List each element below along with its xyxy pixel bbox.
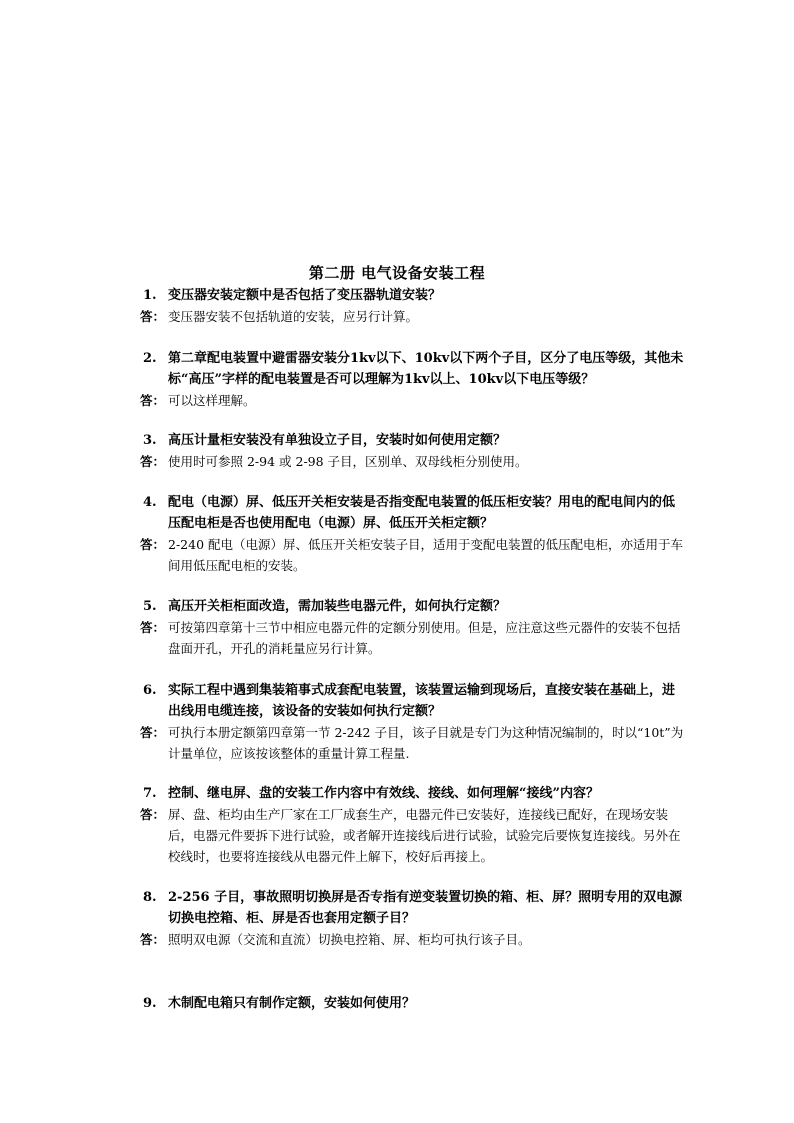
answer-label: 答：: [140, 807, 166, 822]
question-text: 木制配电箱只有制作定额，安装如何使用？: [168, 996, 416, 1011]
answer-text: 2-240 配电（电源）屏、低压开关柜安装子目，适用于变配电装置的低压配电柜，亦适用于车间用低压配电柜的安装。: [168, 537, 684, 573]
qa-item-2: [140, 348, 685, 411]
answer: [140, 390, 685, 411]
answer-text: 可按第四章第十三节中相应电器元件的定额分别使用。但是，应注意这些元器件的安装不包括盘面开孔，开孔的消耗量应另行计算。: [168, 620, 681, 656]
qa-item-8: [140, 887, 685, 950]
answer-label: 答：: [140, 932, 166, 947]
question-number: 8.: [143, 890, 157, 905]
answer: [140, 534, 685, 576]
question-text: 配电（电源）屏、低压开关柜安装是否指变配电装置的低压柜安装？用电的配电间内的低压配电柜是否也使用配电（电源）屏、低压开关柜定额？: [168, 495, 676, 531]
question-number: 5.: [143, 599, 157, 614]
qa-item-4: [140, 492, 685, 576]
answer: [140, 929, 685, 950]
question-number: 2.: [143, 351, 157, 366]
answer: [140, 451, 685, 472]
answer: [140, 306, 685, 327]
question: [140, 285, 685, 306]
answer-label: 答：: [140, 725, 166, 740]
answer: [140, 617, 685, 659]
question-number: 4.: [143, 495, 157, 510]
question-text: 实际工程中遇到集装箱事式成套配电装置，该装置运输到现场后，直接安装在基础上，进出线用电缆连接，该设备的安装如何执行定额？: [168, 683, 676, 719]
question-number: 6.: [143, 683, 157, 698]
page-title: 第二册 电气设备安装工程: [308, 264, 486, 282]
qa-item-5: [140, 596, 685, 659]
answer-text: 使用时可参照 2-94 或 2-98 子目，区别单、双母线柜分别使用。: [168, 454, 528, 469]
question-text: 高压开关柜柜面改造，需加装些电器元件，如何执行定额？: [168, 599, 507, 614]
answer-label: 答：: [140, 454, 166, 469]
question-text: 2-256 子目，事故照明切换屏是否专指有逆变装置切换的箱、柜、屏？照明专用的双电源切换电控箱、柜、屏是否也套用定额子目？: [168, 890, 683, 926]
answer-text: 照明双电源（交流和直流）切换电控箱、屏、柜均可执行该子目。: [168, 932, 531, 947]
question: [140, 348, 685, 390]
qa-item-6: [140, 680, 685, 764]
question: [140, 430, 685, 451]
answer: [140, 722, 685, 764]
question: [140, 887, 685, 929]
answer-label: 答：: [140, 309, 166, 324]
answer-text: 变压器安装不包括轨道的安装，应另行计算。: [168, 309, 419, 324]
question: [140, 783, 685, 804]
answer-label: 答：: [140, 537, 166, 552]
answer-label: 答：: [140, 620, 166, 635]
question: [140, 492, 685, 534]
question-number: 1.: [143, 288, 157, 303]
question-text: 高压计量柜安装没有单独设立子目，安装时如何使用定额？: [168, 433, 507, 448]
answer-text: 可以这样理解。: [168, 393, 256, 408]
answer-label: 答：: [140, 393, 166, 408]
question-number: 7.: [143, 786, 157, 801]
question: [140, 596, 685, 617]
question-text: 第二章配电装置中避雷器安装分1kv以下、10kv以下两个子目，区分了电压等级，其他未标“高压”字样的配电装置是否可以理解为1kv以上、10kv以下电压等级？: [168, 351, 684, 387]
question-text: 变压器安装定额中是否包括了变压器轨道安装？: [168, 288, 442, 303]
qa-item-9: [140, 993, 685, 1014]
answer-text: 可执行本册定额第四章第一节 2-242 子目，该子目就是专门为这种情况编制的，时以“10t”为计量单位，应该按该整体的重量计算工程量.: [168, 725, 684, 761]
question-number: 9.: [143, 996, 157, 1011]
qa-item-3: [140, 430, 685, 472]
question-number: 3.: [143, 433, 157, 448]
qa-item-1: [140, 285, 685, 327]
question: [140, 993, 685, 1014]
question: [140, 680, 685, 722]
question-text: 控制、继电屏、盘的安装工作内容中有效线、接线、如何理解“接线”内容？: [168, 786, 599, 801]
answer: [140, 804, 685, 867]
qa-item-7: [140, 783, 685, 867]
answer-text: 屏、盘、柜均由生产厂家在工厂成套生产，电器元件已安装好，连接线已配好，在现场安装后，电器元件要拆下进行试验，或者解开连接线后进行试验，试验完后要恢复连接线。另外在校线时，也要将连接线从电器元件上解下，校好后再接上。: [168, 807, 681, 864]
